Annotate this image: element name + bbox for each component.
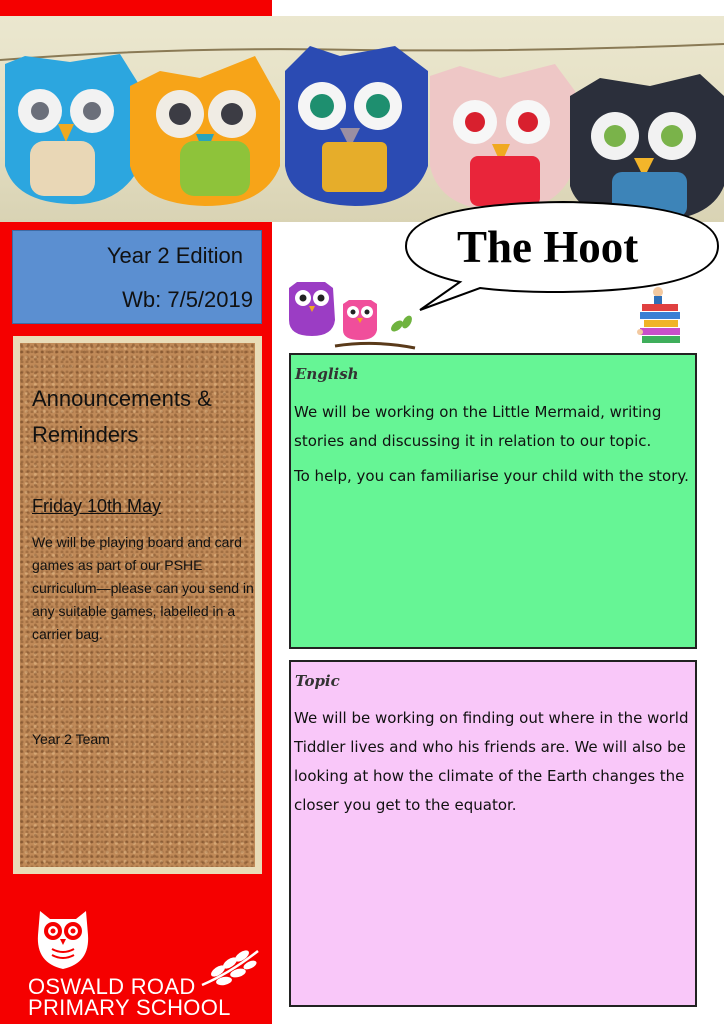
books-stack-illustration	[636, 282, 686, 352]
owl-2-icon	[130, 56, 280, 206]
edition-title: Year 2 Edition	[106, 243, 243, 268]
english-section	[289, 353, 697, 649]
noticeboard	[13, 336, 262, 874]
topic-paragraph-1: We will be working on finding out where in the world Tiddler lives and who his friends are. We will also be looking at how the climate of the Earth changes the closer you get to the equator.	[294, 709, 689, 814]
owl-pair-illustration	[285, 278, 420, 356]
owl-3-icon	[285, 46, 428, 206]
school-name	[28, 976, 231, 1018]
school-name-line2: PRIMARY SCHOOL	[28, 995, 231, 1020]
english-paragraph-2: To help, you can familiarise your child with the story.	[294, 467, 689, 485]
english-paragraph-1: We will be working on the Little Mermaid, writing stories and discussing it in relation to our topic.	[294, 403, 662, 450]
sidebar-top-strip	[0, 0, 272, 16]
noticeboard-signoff: Year 2 Team	[32, 731, 110, 747]
edition-week: Wb: 7/5/2019	[122, 287, 253, 312]
school-name-line1: OSWALD ROAD	[28, 974, 196, 999]
school-owl-logo	[28, 905, 98, 975]
noticeboard-date: Friday 10th May	[32, 496, 162, 516]
noticeboard-body: We will be playing board and card games as part of our PSHE curriculum—please can you send in any suitable games, labelled in a carrier bag.	[32, 534, 254, 642]
owl-garland-illustration	[0, 16, 724, 222]
owl-banner-photo	[0, 16, 724, 222]
owl-1-icon	[5, 54, 140, 204]
owl-4-icon	[430, 64, 575, 211]
topic-heading: Topic	[295, 672, 340, 690]
noticeboard-heading: Announcements & Reminders	[32, 386, 212, 447]
edition-box	[12, 230, 262, 324]
newsletter-title: The Hoot	[457, 222, 639, 272]
english-heading: English	[295, 365, 359, 383]
topic-section	[289, 660, 697, 1007]
